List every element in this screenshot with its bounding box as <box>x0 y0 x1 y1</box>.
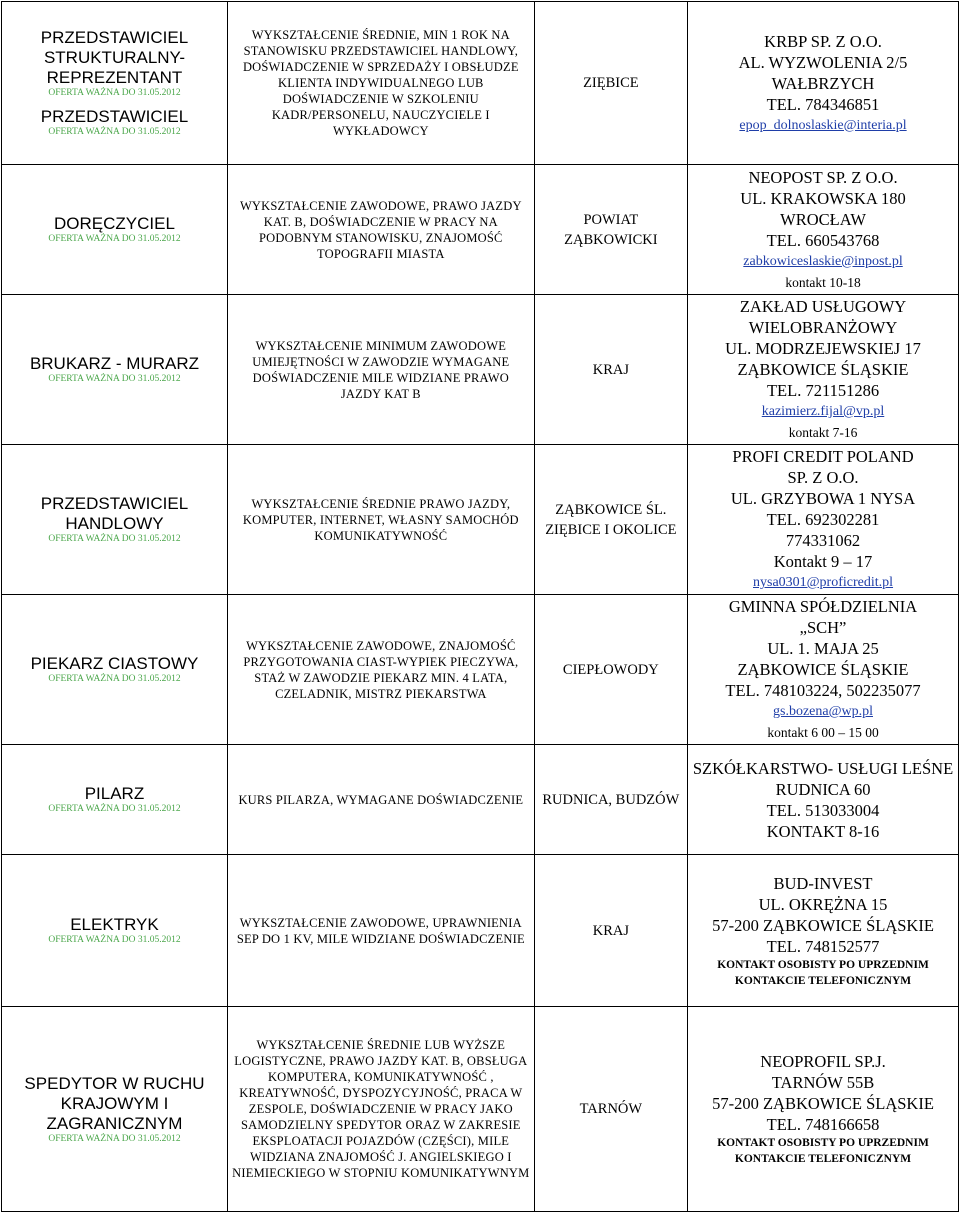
employer-cell <box>688 2 959 165</box>
employer-address: AL. WYZWOLENIA 2/5 <box>738 52 908 72</box>
position-title: PILARZ <box>84 784 145 803</box>
position-title: PRZEDSTAWICIEL <box>40 107 189 126</box>
employer-name: NEOPOST SP. Z O.O. <box>748 167 898 187</box>
offer-validity: OFERTA WAŻNA DO 31.05.2012 <box>48 804 181 814</box>
employer-cell <box>688 445 959 595</box>
employer-address: UL. 1. MAJA 25 <box>767 639 879 658</box>
requirements-cell: WYKSZTAŁCENIE ŚREDNIE LUB WYŻSZE LOGISTYCZNE, PRAWO JAZDY KAT. B, OBSŁUGA KOMPUTERA, KOMUNIKATYWNOŚĆ , KREATYWNOŚĆ, DYSPOZYCYJNOŚĆ, PRACA W ZESPOLE, DOŚWIADCZENIE W PRACY JAKO SAMODZIELNY SPEDYTOR ORAZ W ZAKRESIE EKSPLOATACJI POJAZDÓW (CZĘŚCI), MILE WIDZIANA ZNAJOMOŚĆ J. ANGIELSKIEGO I NIEMIECKIEGO W STOPNIU KOMUNIKATYWNYM <box>227 1007 534 1212</box>
table-row <box>2 165 959 295</box>
contact-note: KONTAKT OSOBISTY PO UPRZEDNIM KONTAKCIE TELEFONICZNYM <box>717 1137 929 1165</box>
position-title: PIEKARZ CIASTOWY <box>30 654 199 673</box>
contact-hours: kontakt 10-18 <box>785 274 861 290</box>
table-row <box>2 595 959 745</box>
position-cell <box>2 445 228 595</box>
position-title: ELEKTRYK <box>70 915 159 934</box>
employer-name: KRBP SP. Z O.O. <box>764 31 882 51</box>
employer-phone: TEL. 748166658 <box>766 1115 880 1134</box>
employer-address: RUDNICA 60 <box>775 779 871 799</box>
offer-validity: OFERTA WAŻNA DO 31.05.2012 <box>48 674 181 684</box>
employer-email-link[interactable]: epop_dolnoslaskie@interia.pl <box>739 117 907 133</box>
contact-hours: KONTAKT 8-16 <box>766 821 880 841</box>
position-cell <box>2 595 228 745</box>
table-row <box>2 445 959 595</box>
offer-validity: OFERTA WAŻNA DO 31.05.2012 <box>48 1133 181 1144</box>
offer-validity: OFERTA WAŻNA DO 31.05.2012 <box>48 935 181 945</box>
requirements-cell: WYKSZTAŁCENIE ŚREDNIE PRAWO JAZDY, KOMPUTER, INTERNET, WŁASNY SAMOCHÓD KOMUNIKATYWNOŚĆ <box>227 445 534 595</box>
table-row <box>2 855 959 1007</box>
employer-cell <box>688 855 959 1007</box>
offer-validity: OFERTA WAŻNA DO 31.05.2012 <box>48 127 181 137</box>
position-cell <box>2 745 228 855</box>
location-cell: CIEPŁOWODY <box>534 595 687 745</box>
employer-phone: TEL. 748103224, 502235077 <box>725 681 921 700</box>
offer-validity: OFERTA WAŻNA DO 31.05.2012 <box>48 234 181 244</box>
requirements-cell: WYKSZTAŁCENIE ZAWODOWE, ZNAJOMOŚĆ PRZYGOTOWANIA CIAST-WYPIEK PIECZYWA, STAŻ W ZAWODZIE PIEKARZ MIN. 4 LATA, CZELADNIK, MISTRZ PIEKARSTWA <box>227 595 534 745</box>
requirements-cell: KURS PILARZA, WYMAGANE DOŚWIADCZENIE <box>227 745 534 855</box>
requirements-cell: WYKSZTAŁCENIE ZAWODOWE, PRAWO JAZDY KAT. B, DOŚWIADCZENIE W PRACY NA PODOBNYM STANOWISKU, ZNAJOMOŚĆ TOPOGRAFII MIASTA <box>227 165 534 295</box>
position-title: PRZEDSTAWICIEL STRUKTURALNY-REPREZENTANT <box>40 28 189 87</box>
table-row <box>2 295 959 445</box>
contact-note: KONTAKT OSOBISTY PO UPRZEDNIM KONTAKCIE TELEFONICZNYM <box>717 958 929 987</box>
employer-city: WAŁBRZYCH <box>771 73 875 93</box>
offer-validity: OFERTA WAŻNA DO 31.05.2012 <box>48 88 181 98</box>
employer-address: UL. GRZYBOWA 1 NYSA <box>730 489 916 508</box>
employer-cell <box>688 165 959 295</box>
contact-hours: kontakt 6 00 – 15 00 <box>767 725 879 740</box>
table-row <box>2 745 959 855</box>
employer-address: UL. OKRĘŻNA 15 <box>758 894 888 914</box>
employer-city: 57-200 ZĄBKOWICE ŚLĄSKIE <box>712 1094 934 1113</box>
employer-city: ZĄBKOWICE ŚLĄSKIE <box>737 360 909 379</box>
location-cell: ZĄBKOWICE ŚL. ZIĘBICE I OKOLICE <box>534 445 687 595</box>
employer-cell <box>688 295 959 445</box>
position-title: PRZEDSTAWICIEL HANDLOWY <box>40 494 189 533</box>
location-cell: TARNÓW <box>534 1007 687 1212</box>
location-cell: KRAJ <box>534 855 687 1007</box>
employer-city: WROCŁAW <box>780 209 866 229</box>
employer-cell <box>688 1007 959 1212</box>
job-offers-table <box>1 1 959 1212</box>
employer-email-link[interactable]: nysa0301@proficredit.pl <box>753 575 894 590</box>
employer-phone: TEL. 721151286 <box>766 381 880 400</box>
position-cell <box>2 855 228 1007</box>
employer-city: 57-200 ZĄBKOWICE ŚLĄSKIE <box>712 915 934 935</box>
location-cell: KRAJ <box>534 295 687 445</box>
employer-name-2: „SCH” <box>799 618 847 637</box>
position-cell <box>2 1007 228 1212</box>
offer-validity: OFERTA WAŻNA DO 31.05.2012 <box>48 374 181 384</box>
employer-name: GMINNA SPÓŁDZIELNIA <box>728 597 918 616</box>
employer-city: ZĄBKOWICE ŚLĄSKIE <box>737 660 909 679</box>
table-row <box>2 2 959 165</box>
employer-phone: TEL. 513033004 <box>766 800 880 820</box>
employer-address: UL. MODRZEJEWSKIEJ 17 <box>725 339 921 358</box>
employer-name: BUD-INVEST <box>773 873 873 893</box>
employer-email-link[interactable]: kazimierz.fijal@vp.pl <box>761 404 885 419</box>
employer-address: UL. KRAKOWSKA 180 <box>740 188 906 208</box>
employer-phone: TEL. 692302281 <box>766 510 880 529</box>
employer-name: PROFI CREDIT POLAND <box>732 447 914 466</box>
employer-email-link[interactable]: gs.bozena@wp.pl <box>773 704 873 719</box>
table-row <box>2 1007 959 1212</box>
position-title: DORĘCZYCIEL <box>54 214 175 233</box>
offer-validity: OFERTA WAŻNA DO 31.05.2012 <box>48 534 181 544</box>
contact-hours: kontakt 7-16 <box>788 425 858 440</box>
position-title: SPEDYTOR W RUCHU KRAJOWYM I ZAGRANICZNYM <box>24 1073 205 1133</box>
employer-phone: TEL. 748152577 <box>766 936 880 956</box>
employer-name: SZKÓŁKARSTWO- USŁUGI LEŚNE <box>692 758 954 778</box>
employer-company-form: SP. Z O.O. <box>787 468 859 487</box>
location-cell: ZIĘBICE <box>534 2 687 165</box>
location-cell: RUDNICA, BUDZÓW <box>534 745 687 855</box>
employer-address: TARNÓW 55B <box>771 1073 875 1092</box>
requirements-cell: WYKSZTAŁCENIE ŚREDNIE, MIN 1 ROK NA STANOWISKU PRZEDSTAWICIEL HANDLOWY, DOŚWIADCZENIE W SPRZEDAŻY I OBSŁUDZE KLIENTA INDYWIDUALNEGO LUB DOŚWIADCZENIE W SZKOLENIU KADR/PERSONELU, NAUCZYCIELE I WYKŁADOWCY <box>227 2 534 165</box>
position-cell <box>2 2 228 165</box>
location-cell: POWIAT ZĄBKOWICKI <box>534 165 687 295</box>
employer-name: ZAKŁAD USŁUGOWY WIELOBRANŻOWY <box>739 297 907 337</box>
contact-hours: Kontakt 9 – 17 <box>773 552 873 571</box>
position-cell <box>2 165 228 295</box>
requirements-cell: WYKSZTAŁCENIE ZAWODOWE, UPRAWNIENIA SEP DO 1 KV, MILE WIDZIANE DOŚWIADCZENIE <box>227 855 534 1007</box>
requirements-cell: WYKSZTAŁCENIE MINIMUM ZAWODOWE UMIEJĘTNOŚCI W ZAWODZIE WYMAGANE DOŚWIADCZENIE MILE WIDZIANE PRAWO JAZDY KAT B <box>227 295 534 445</box>
employer-email-link[interactable]: zabkowiceslaskie@inpost.pl <box>743 253 903 269</box>
employer-cell <box>688 745 959 855</box>
employer-cell <box>688 595 959 745</box>
position-cell <box>2 295 228 445</box>
employer-phone: TEL. 784346851 <box>766 94 880 114</box>
employer-phone: TEL. 660543768 <box>766 230 880 250</box>
position-title: BRUKARZ - MURARZ <box>29 354 199 373</box>
employer-name: NEOPROFIL SP.J. <box>760 1052 886 1071</box>
employer-phone-2: 774331062 <box>785 531 861 550</box>
